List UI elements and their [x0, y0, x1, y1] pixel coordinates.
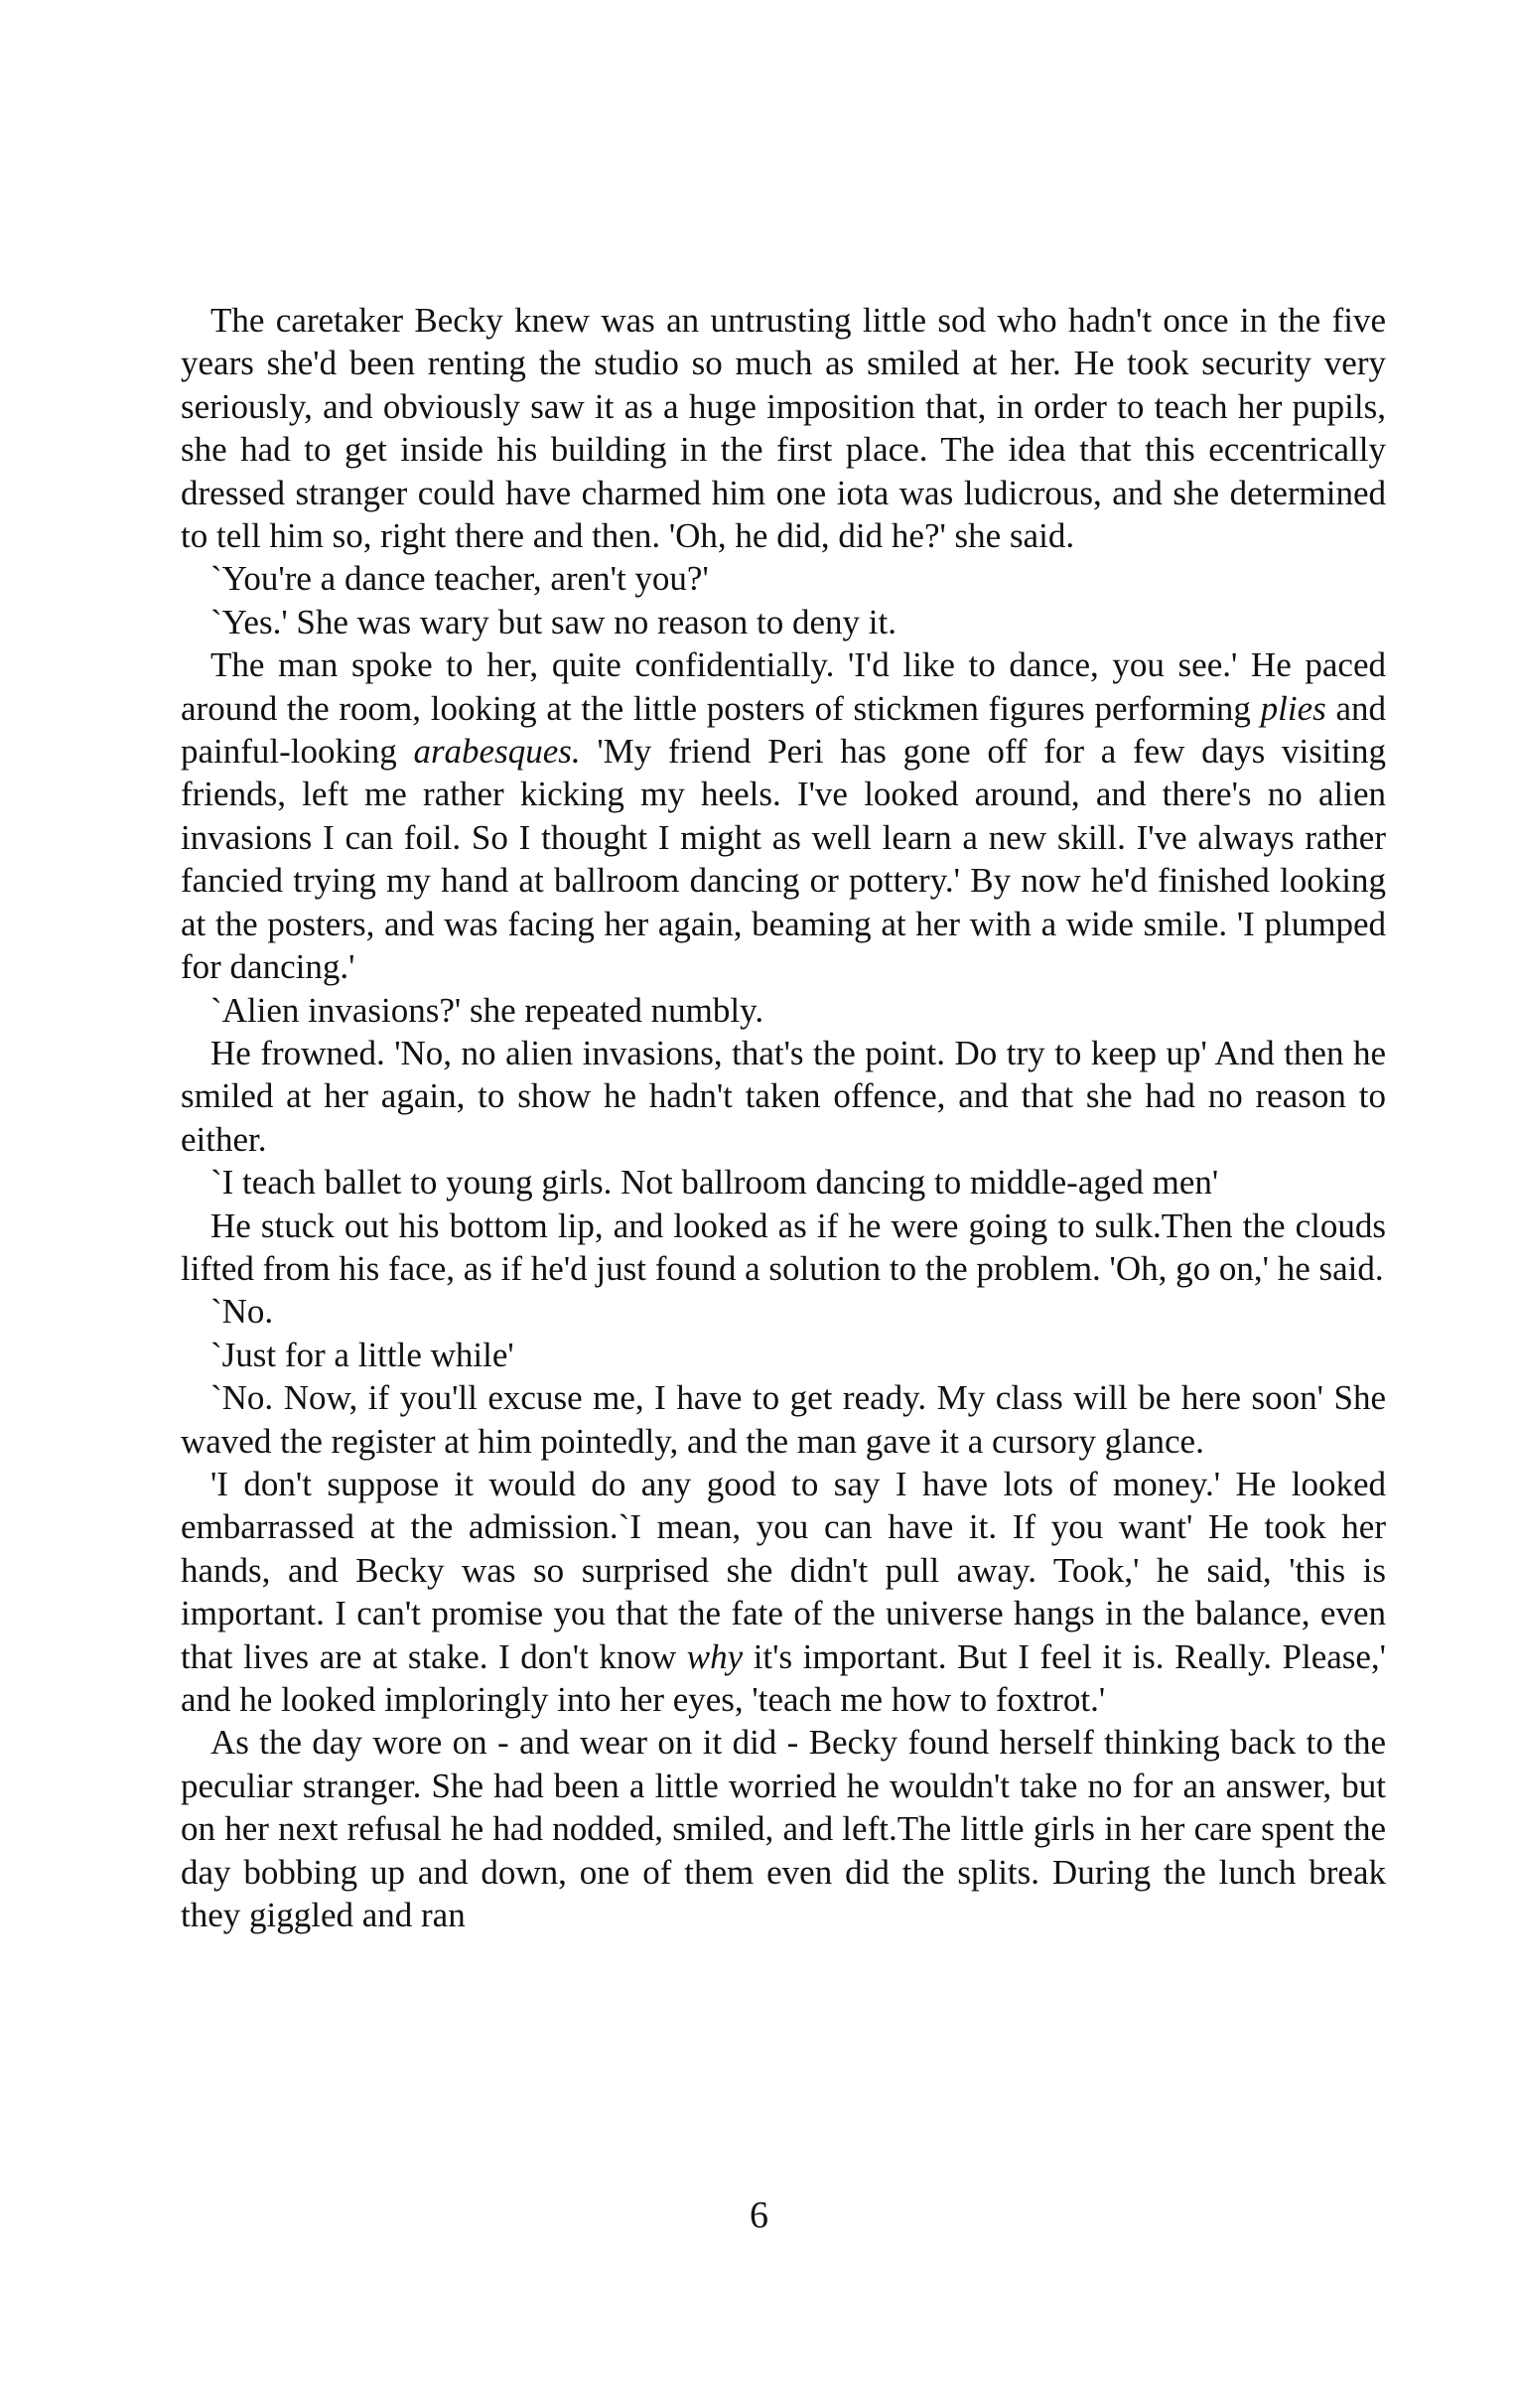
paragraph — [181, 1334, 1386, 1376]
paragraph — [181, 989, 1386, 1032]
paragraph-text: `No. Now, if you'll excuse me, I have to get ready. My class will be here soon' She waved the register at him pointedly, and the man gave it a cursory glance. — [181, 1378, 1386, 1461]
paragraph — [181, 1376, 1386, 1463]
paragraph-text: 'My friend Peri has gone off for a few days visiting friends, left me rather kicking my heels. I've looked around, and there's no alien invasions I can foil. So I thought I might as well learn a new skill. I've always rather fancied trying my hand at ballroom dancing or pottery.' By now he'd finished looking at the posters, and was facing her again, beaming at her with a wide smile. 'I plumped for dancing.' — [181, 732, 1386, 987]
italic-text: arabesques. — [413, 732, 581, 772]
page-number: 6 — [750, 2195, 768, 2236]
paragraph-text: and painful-looking — [181, 688, 1386, 772]
italic-text: why — [686, 1636, 744, 1676]
paragraph — [181, 601, 1386, 643]
paragraph-text: `Just for a little while' — [210, 1335, 514, 1374]
paragraph-text: As the day wore on - and wear on it did - Becky found herself thinking back to the peculiar stranger. She had been a little worried he wouldn't take no for an answer, but on her next refusal he had nodded, smiled, and left.The little girls in her care spent the day bobbing up and down, one of them even did the splits. During the lunch break they giggled and ran — [181, 1723, 1386, 1935]
paragraph-text: The man spoke to her, quite confidentially. 'I'd like to dance, you see.' He paced around the room, looking at the little posters of stickmen figures performing — [181, 645, 1386, 728]
paragraph-text: The caretaker Becky knew was an untrusting little sod who hadn't once in the five years she'd been renting the studio so much as smiled at her. He took security very seriously, and obviously saw it as a huge imposition that, in order to teach her pupils, she had to get inside his building in the first place. The idea that this eccentrically dressed stranger could have charmed him one iota was ludicrous, and she determined to tell him so, right there and then. 'Oh, he did, did he?' she said. — [181, 301, 1386, 556]
paragraph — [181, 643, 1386, 988]
paragraph — [181, 1032, 1386, 1161]
paragraph-text: He stuck out his bottom lip, and looked as if he were going to sulk.Then the clouds lifted from his face, as if he'd just found a solution to the problem. 'Oh, go on,' he said. — [181, 1205, 1386, 1288]
paragraph-text: `You're a dance teacher, aren't you?' — [210, 559, 709, 599]
paragraph-text: He frowned. 'No, no alien invasions, that's the point. Do try to keep up' And then he smiled at her again, to show he hadn't taken offence, and that she had no reason to either. — [181, 1033, 1386, 1159]
paragraph-text: `Yes.' She was wary but saw no reason to deny it. — [210, 602, 897, 641]
paragraph — [181, 1204, 1386, 1291]
body-text — [181, 299, 1386, 1936]
paragraph-text: `No. — [210, 1292, 274, 1332]
paragraph — [181, 299, 1386, 557]
paragraph — [181, 1161, 1386, 1204]
paragraph-text: 'I don't suppose it would do any good to say I have lots of money.' He looked embarrassed at the admission.`I mean, you can have it. If you want' He took her hands, and Becky was so surprised she didn't pull away. Took,' he said, 'this is important. I can't promise you that the fate of the universe hangs in the balance, even that lives are at stake. I don't know — [181, 1464, 1386, 1676]
paragraph-text: it's important. But I feel it is. Really. Please,' and he looked imploringly into her eyes, 'teach me how to foxtrot.' — [181, 1636, 1386, 1719]
paragraph — [181, 1463, 1386, 1721]
paragraph — [181, 557, 1386, 600]
paragraph — [181, 1721, 1386, 1936]
italic-text: plies — [1260, 688, 1326, 728]
paragraph — [181, 1290, 1386, 1333]
paragraph-text: `Alien invasions?' she repeated numbly. — [210, 990, 764, 1030]
paragraph-text: `I teach ballet to young girls. Not ballroom dancing to middle-aged men' — [210, 1163, 1219, 1203]
